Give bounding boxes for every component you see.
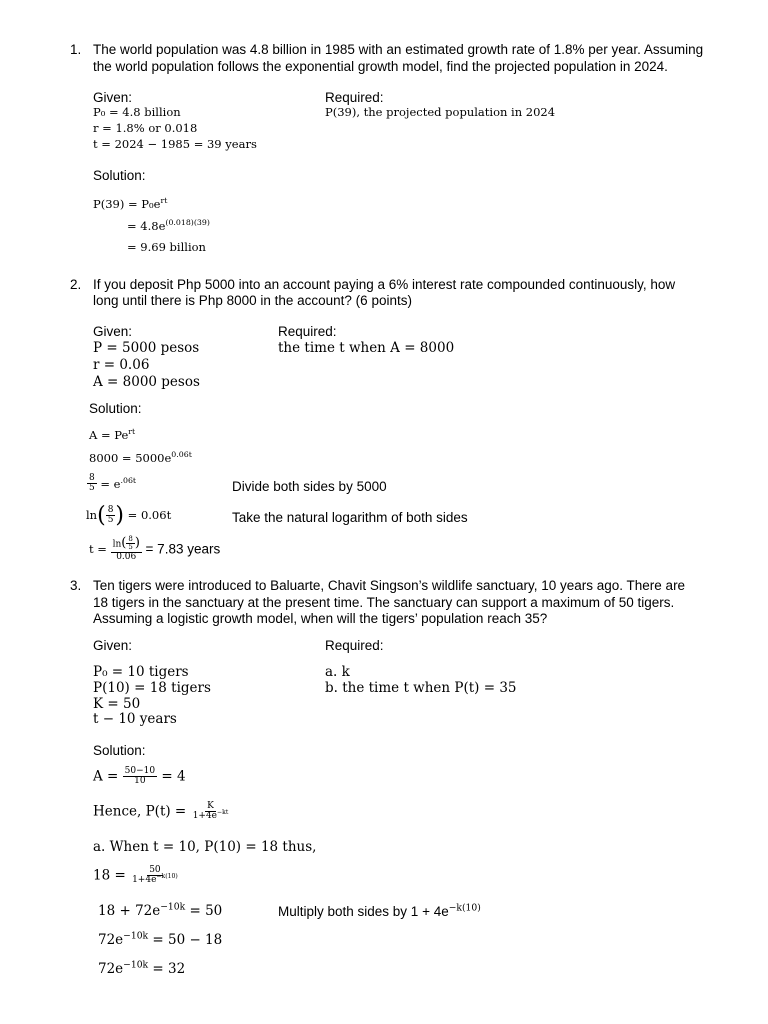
problem3-step1: $18 + 72e^{-10k} = 50$ (98, 901, 223, 919)
problem2-given-a: A = 8000 pesos (93, 374, 200, 390)
problem2-equation: $8000 = 5000e^{0.06t}$ (89, 450, 192, 465)
problem3-given-p0: P₀ = 10 tigers (93, 664, 189, 680)
problem3-statement-line3: Assuming a logistic growth model, when will the tigers’ population reach 35? (93, 611, 548, 626)
problem3-given-p10: P(10) = 18 tigers (93, 680, 211, 696)
problem3-given-label: Given: (93, 638, 133, 653)
problem3-given-k: K = 50 (93, 696, 141, 712)
fraction-8-over-5: $\frac{8}{5}$ (89, 473, 95, 494)
problem1-solution-line1: $P(39) = P_0e^{rt}$ (93, 196, 168, 211)
problem2-note-ln: Take the natural logarithm of both sides (232, 510, 468, 525)
problem2-note-divide: Divide both sides by 5000 (232, 479, 387, 494)
problem3-step2: $72e^{-10k} = 50 - 18$ (98, 930, 223, 948)
problem1-given-t: t = 2024 − 1985 = 39 years (93, 137, 257, 151)
problem2-given-p: P = 5000 pesos (93, 340, 200, 356)
problem2-ln-step: ln( $\frac{8}{5}$ ) = 0.06t (86, 503, 172, 528)
problem3-part-a-text: a. When t = 10, P(10) = 18 thus, (93, 839, 317, 855)
problem2-solution-label: Solution: (89, 401, 142, 416)
problem3-step3: $72e^{-10k} = 32$ (98, 959, 186, 977)
problem3-a-value: A = $\frac{50-10}{10}$ = 4 (93, 766, 186, 787)
problem1-solution-label: Solution: (93, 168, 146, 183)
problem3-statement-line2: 18 tigers in the sanctuary at the present time. The sanctuary can support a maximum of 50 tigers. (93, 595, 675, 610)
problem3-required-label: Required: (325, 638, 384, 653)
problem3-required-a: a. k (325, 664, 350, 680)
problem3-required-b: b. the time t when P(t) = 35 (325, 680, 517, 696)
problem1-required-label: Required: (325, 90, 384, 105)
problem1-required-text: P(39), the projected population in 2024 (325, 105, 556, 119)
problem3-solution-label: Solution: (93, 743, 146, 758)
problem2-divide-step: $\frac{8}{5}$ = $e^{.06t}$ (89, 473, 137, 494)
problem2-t-result: t = ln( $\frac{8}{5}$ ) 0.06 = 7.83 years (89, 535, 221, 563)
problem1-solution-line2: = $4.8e^{(0.018)(39)}$ (127, 218, 210, 233)
problem1-number: 1. (70, 42, 82, 57)
problem1-solution-line3: = 9.69 billion (127, 240, 206, 254)
problem3-hence-model: Hence, P(t) = $\frac{K}{1+4e^{-kt}}$ (93, 801, 229, 822)
problem3-note-multiply: Multiply both sides by $1 + 4e^{-k(10)}$ (278, 902, 481, 919)
problem3-given-t: t − 10 years (93, 711, 177, 727)
problem2-number: 2. (70, 277, 82, 292)
problem3-eq18: 18 = $\frac{50}{1+4e^{-k(10)}}$ (93, 865, 178, 886)
problem2-formula: $A = Pe^{rt}$ (89, 427, 136, 442)
problem2-statement-line2: long until there is Php 8000 in the account? (6 points) (93, 293, 412, 308)
problem3-statement-line1: Ten tigers were introduced to Baluarte, Chavit Singson’s wildlife sanctuary, 10 years ago. There are (93, 578, 686, 593)
problem2-required-label: Required: (278, 324, 337, 339)
problem2-given-label: Given: (93, 324, 133, 339)
problem1-given-label: Given: (93, 90, 133, 105)
problem2-required-text: the time t when A = 8000 (278, 340, 455, 356)
problem1-given-r: r = 1.8% or 0.018 (93, 121, 198, 135)
problem3-number: 3. (70, 578, 82, 593)
problem1-given-p0: P₀ = 4.8 billion (93, 105, 181, 119)
problem1-statement-line1: The world population was 4.8 billion in 1985 with an estimated growth rate of 1.8% per year. Assuming (93, 42, 704, 57)
problem2-statement-line1: If you deposit Php 5000 into an account paying a 6% interest rate compounded continuously, how (93, 277, 676, 292)
problem2-given-r: r = 0.06 (93, 357, 150, 373)
problem1-statement-line2: the world population follows the exponential growth model, find the projected population in 2024. (93, 59, 668, 74)
